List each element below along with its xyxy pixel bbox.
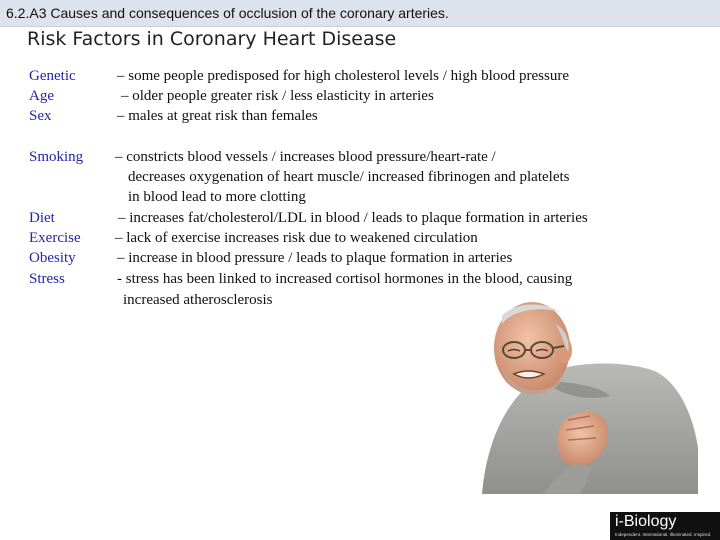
factor-label-age: Age	[29, 88, 54, 104]
factor-label-diet: Diet	[29, 210, 55, 226]
slide-header-bar	[0, 0, 720, 27]
factor-label-exercise: Exercise	[29, 230, 81, 246]
factor-desc-smoking-line3: in blood lead to more clotting	[128, 189, 306, 205]
factor-label-sex: Sex	[29, 108, 52, 124]
factor-label-genetic: Genetic	[29, 68, 76, 84]
factor-label-stress: Stress	[29, 271, 65, 287]
factor-desc-diet: – increases fat/cholesterol/LDL in blood / leads to plaque formation in arteries	[118, 210, 588, 226]
factor-label-obesity: Obesity	[29, 250, 76, 266]
factor-desc-exercise: – lack of exercise increases risk due to weakened circulation	[115, 230, 478, 246]
logo-name: i-Biology	[615, 513, 677, 530]
logo-tagline: Independent. International. Illuminated. Inspired.	[615, 532, 712, 537]
i-biology-logo	[610, 512, 720, 540]
factor-desc-obesity: – increase in blood pressure / leads to plaque formation in arteries	[117, 250, 513, 266]
heart-attack-photo	[462, 298, 698, 494]
factor-desc-genetic: – some people predisposed for high cholesterol levels / high blood pressure	[117, 68, 569, 84]
factor-label-smoking: Smoking	[29, 149, 84, 165]
factor-desc-stress-line2: increased atherosclerosis	[123, 292, 273, 308]
factor-desc-smoking-line1: – constricts blood vessels / increases blood pressure/heart-rate /	[115, 149, 496, 165]
factor-desc-smoking-line2: decreases oxygenation of heart muscle/ increased fibrinogen and platelets	[128, 169, 570, 185]
page-title: Risk Factors in Coronary Heart Disease	[27, 28, 397, 50]
factor-desc-age: – older people greater risk / less elasticity in arteries	[121, 88, 434, 104]
factor-desc-stress-line1: - stress has been linked to increased cortisol hormones in the blood, causing	[117, 271, 573, 287]
slide-header-text: 6.2.A3 Causes and consequences of occlusion of the coronary arteries.	[6, 5, 449, 21]
factor-desc-sex: – males at great risk than females	[117, 108, 318, 124]
